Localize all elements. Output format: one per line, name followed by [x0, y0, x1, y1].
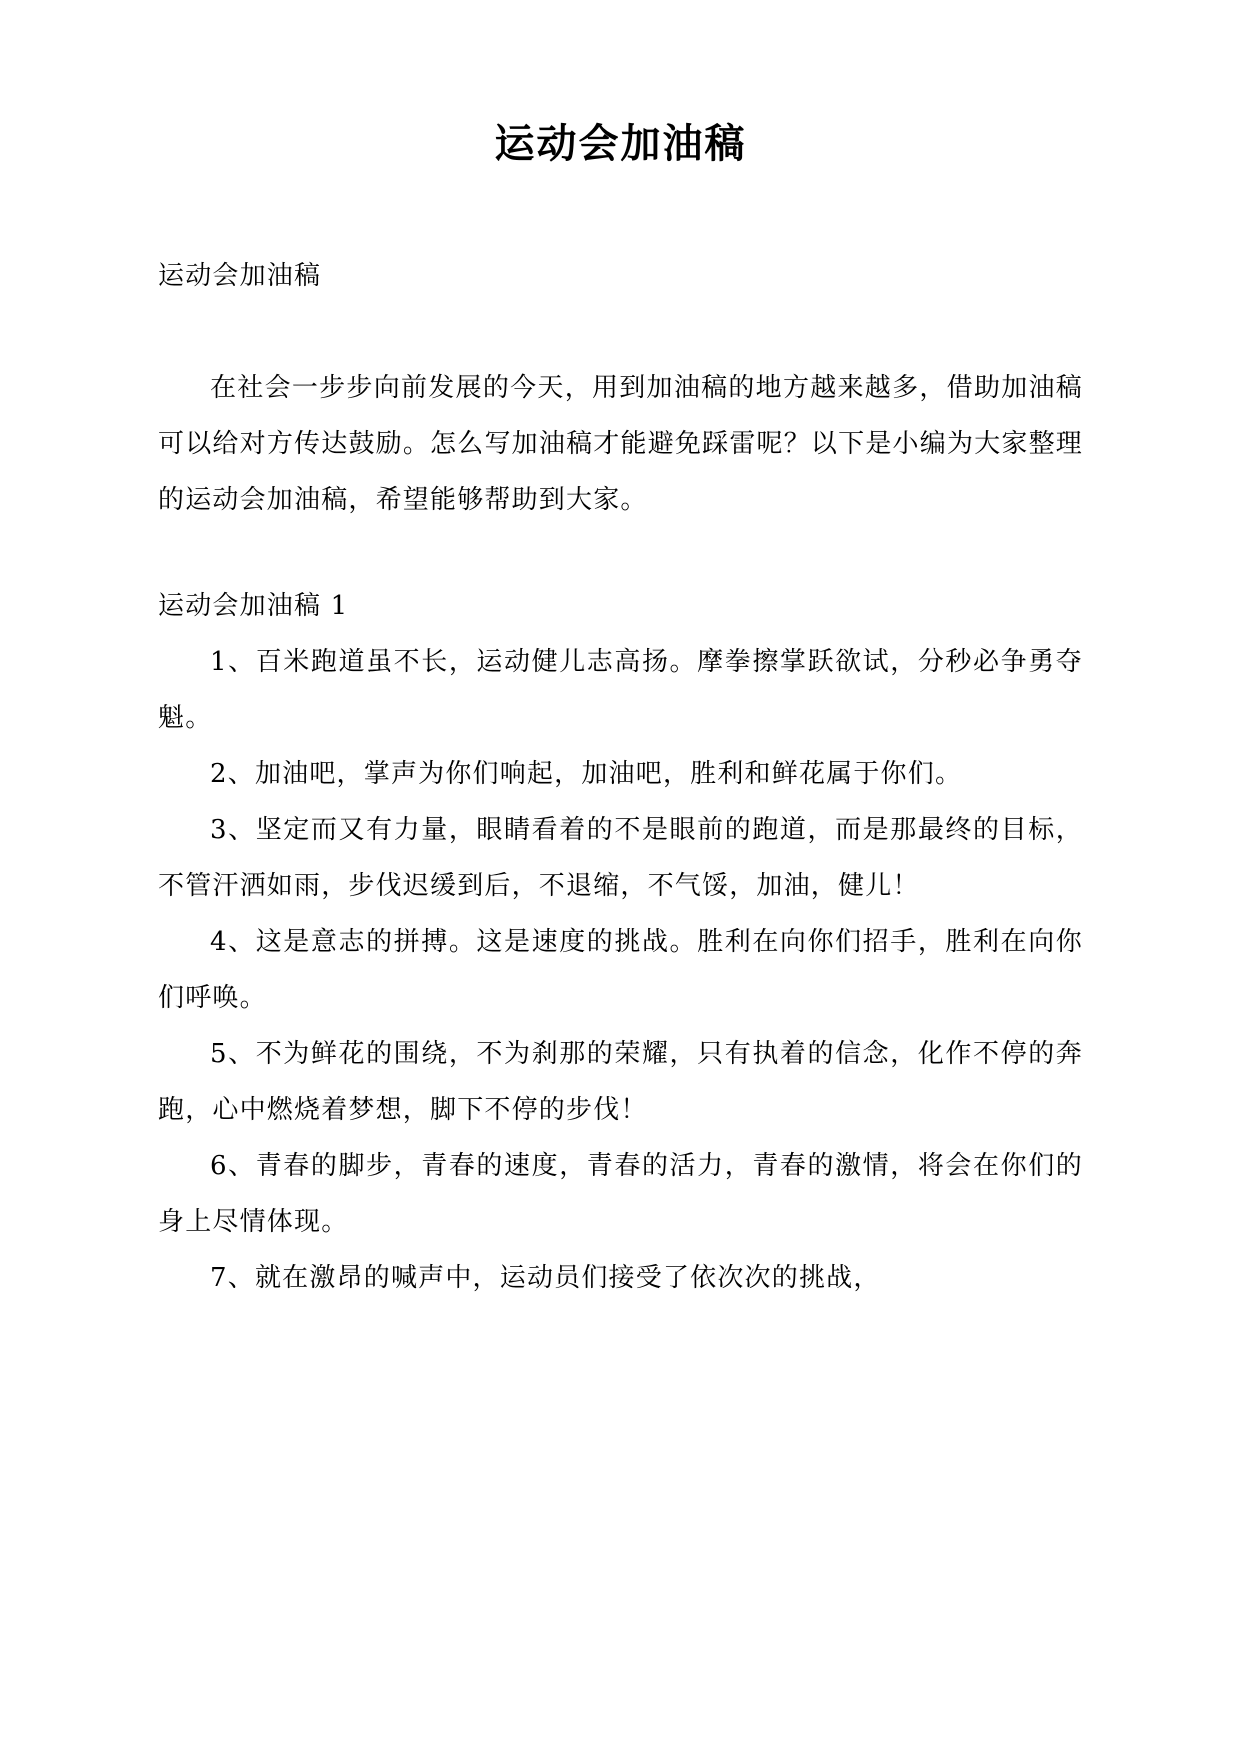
list-item: 5、不为鲜花的围绕，不为刹那的荣耀，只有执着的信念，化作不停的奔跑，心中燃烧着梦想，脚下不停的步伐！	[158, 1039, 1083, 1125]
list-item: 3、坚定而又有力量，眼睛看着的不是眼前的跑道，而是那最终的目标，不管汗洒如雨，步伐迟缓到后，不退缩，不气馁，加油，健儿！	[158, 815, 1083, 901]
spacer	[158, 304, 1083, 360]
paragraph-intro: 在社会一步步向前发展的今天，用到加油稿的地方越来越多，借助加油稿可以给对方传达鼓励。怎么写加油稿才能避免踩雷呢？以下是小编为大家整理的运动会加油稿，希望能够帮助到大家。	[158, 373, 1083, 515]
list-item: 6、青春的脚步，青春的速度，青春的活力，青春的激情，将会在你们的身上尽情体现。	[158, 1151, 1083, 1237]
paragraph-heading-repeat: 运动会加油稿	[158, 261, 322, 291]
list-item: 4、这是意志的拼搏。这是速度的挑战。胜利在向你们招手，胜利在向你们呼唤。	[158, 927, 1083, 1013]
list-item: 1、百米跑道虽不长，运动健儿志高扬。摩拳擦掌跃欲试，分秒必争勇夺魁。	[158, 647, 1083, 733]
list-item: 2、加油吧，掌声为你们响起，加油吧，胜利和鲜花属于你们。	[210, 759, 963, 789]
spacer	[158, 528, 1083, 578]
section-heading-1: 运动会加油稿 1	[158, 591, 349, 621]
list-item: 7、就在激昂的喊声中，运动员们接受了依次次的挑战，	[210, 1263, 881, 1293]
page-title: 运动会加油稿	[494, 121, 747, 167]
